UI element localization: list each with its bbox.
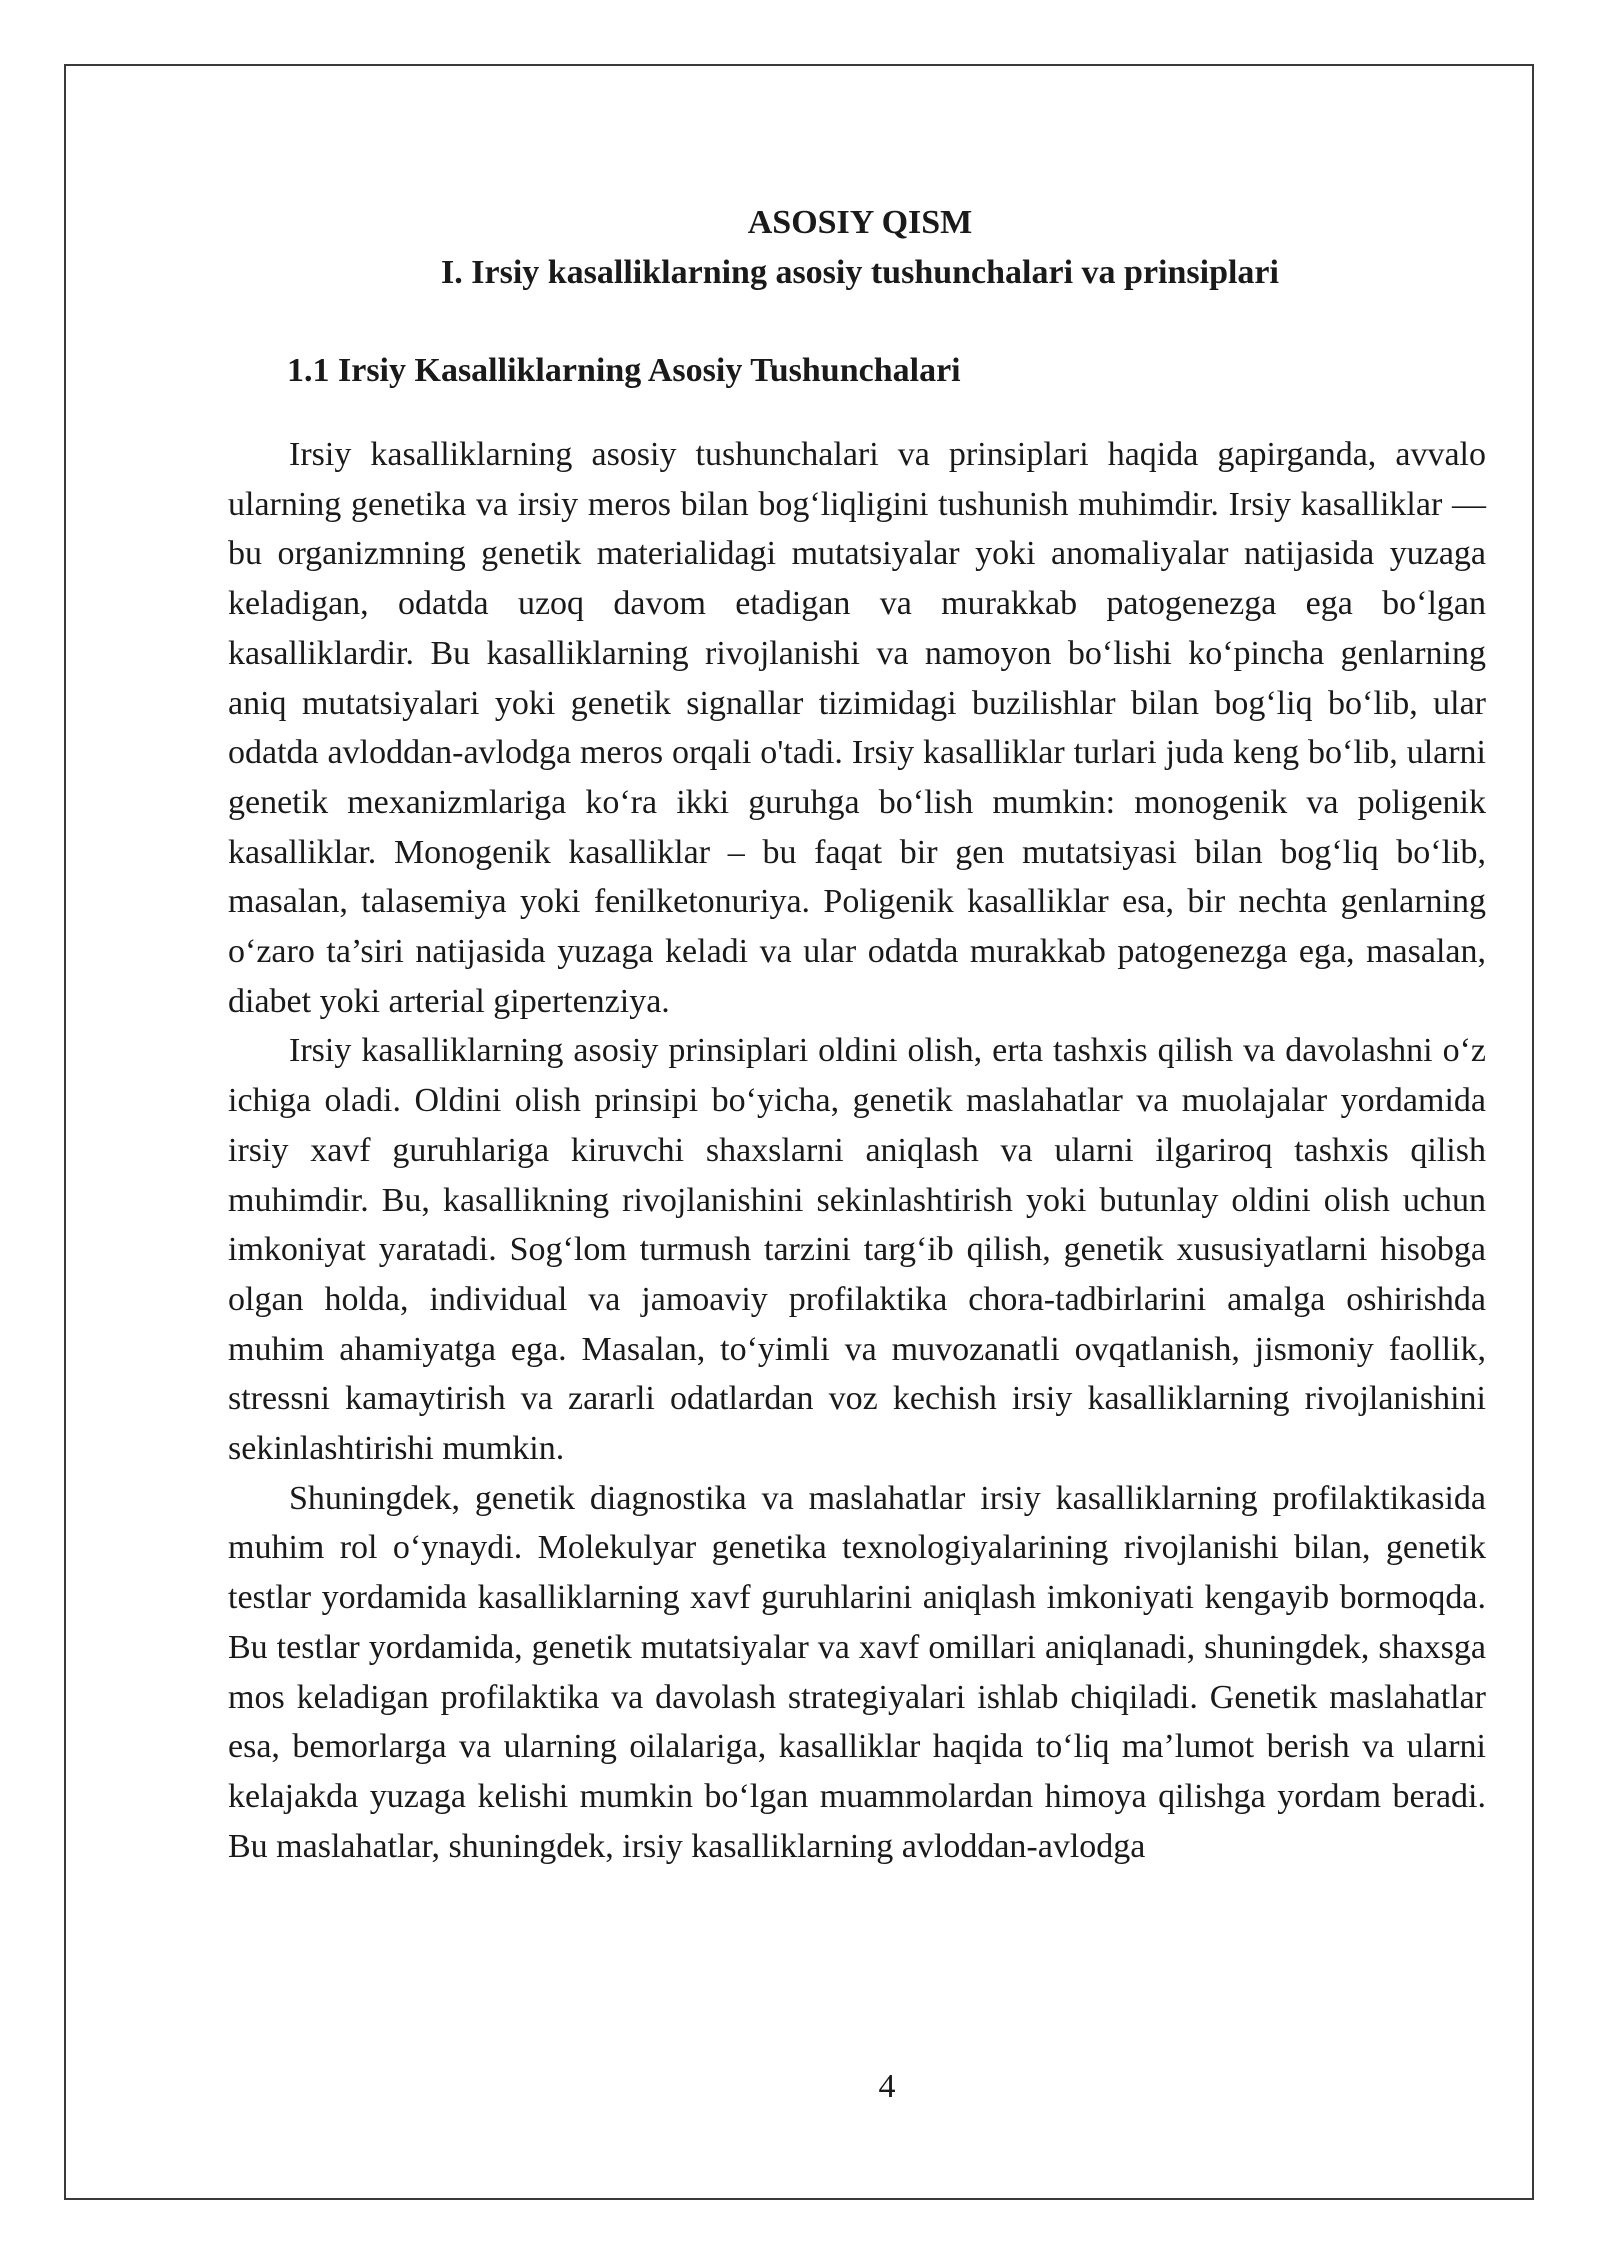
chapter-heading: I. Irsiy kasalliklarning asosiy tushunchalari va prinsiplari xyxy=(441,254,1279,291)
main-heading: ASOSIY QISM xyxy=(747,204,973,241)
paragraph-1: Irsiy kasalliklarning asosiy tushunchalari va prinsiplari haqida gapirganda, avvalo ularning genetika va irsiy meros bilan bog‘liqligini tushunish muhimdir. Irsiy kasalliklar — bu organizmning genetik materialidagi mutatsiyalar yoki anomaliyalar natijasida yuzaga keladigan, odatda uzoq davom etadigan va murakkab patogenezga ega bo‘lgan kasalliklardir. Bu kasalliklarning rivojlanishi va namoyon bo‘lishi ko‘pincha genlarning aniq mutatsiyalari yoki genetik signallar tizimidagi buzilishlar bilan bog‘liq bo‘lib, ular odatda avloddan-avlodga meros orqali o'tadi. Irsiy kasalliklar turlari juda keng bo‘lib, ularni genetik mexanizmlariga ko‘ra ikki guruhga bo‘lish mumkin: monogenik va poligenik kasalliklar. Monogenik kasalliklar – bu faqat bir gen mutatsiyasi bilan bog‘liq bo‘lib, masalan, talasemiya yoki fenilketonuriya. Poligenik kasalliklar esa, bir nechta genlarning o‘zaro ta’siri natijasida yuzaga keladi va ular odatda murakkab patogenezga ega, masalan, diabet yoki arterial gipertenziya. xyxy=(228,436,1486,1020)
section-heading: 1.1 Irsiy Kasalliklarning Asosiy Tushunchalari xyxy=(287,352,961,389)
paragraph-2: Irsiy kasalliklarning asosiy prinsiplari oldini olish, erta tashxis qilish va davolashni o‘z ichiga oladi. Oldini olish prinsipi bo‘yicha, genetik maslahatlar va muolajalar yordamida irsiy xavf guruhlariga kiruvchi shaxslarni aniqlash va ularni ilgariroq tashxis qilish muhimdir. Bu, kasallikning rivojlanishini sekinlashtirish yoki butunlay oldini olish uchun imkoniyat yaratadi. Sog‘lom turmush tarzini targ‘ib qilish, genetik xususiyatlarni hisobga olgan holda, individual va jamoaviy profilaktika chora-tadbirlarini amalga oshirishda muhim ahamiyatga ega. Masalan, to‘yimli va muvozanatli ovqatlanish, jismoniy faollik, stressni kamaytirish va zararli odatlardan voz kechish irsiy kasalliklarning rivojlanishini sekinlashtirishi mumkin. xyxy=(228,1032,1486,1468)
page-number: 4 xyxy=(878,2068,896,2105)
body-text xyxy=(228,430,1486,1871)
paragraph-3: Shuningdek, genetik diagnostika va maslahatlar irsiy kasalliklarning profilaktikasida muhim rol o‘ynaydi. Molekulyar genetika texnologiyalarining rivojlanishi bilan, genetik testlar yordamida kasalliklarning xavf guruhlarini aniqlash imkoniyati kengayib bormoqda. Bu testlar yordamida, genetik mutatsiyalar va xavf omillari aniqlanadi, shuningdek, shaxsga mos keladigan profilaktika va davolash strategiyalari ishlab chiqiladi. Genetik maslahatlar esa, bemorlarga va ularning oilalariga, kasalliklar haqida to‘liq ma’lumot berish va ularni kelajakda yuzaga kelishi mumkin bo‘lgan muammolardan himoya qilishga yordam beradi. Bu maslahatlar, shuningdek, irsiy kasalliklarning avloddan-avlodga xyxy=(228,1479,1486,1865)
